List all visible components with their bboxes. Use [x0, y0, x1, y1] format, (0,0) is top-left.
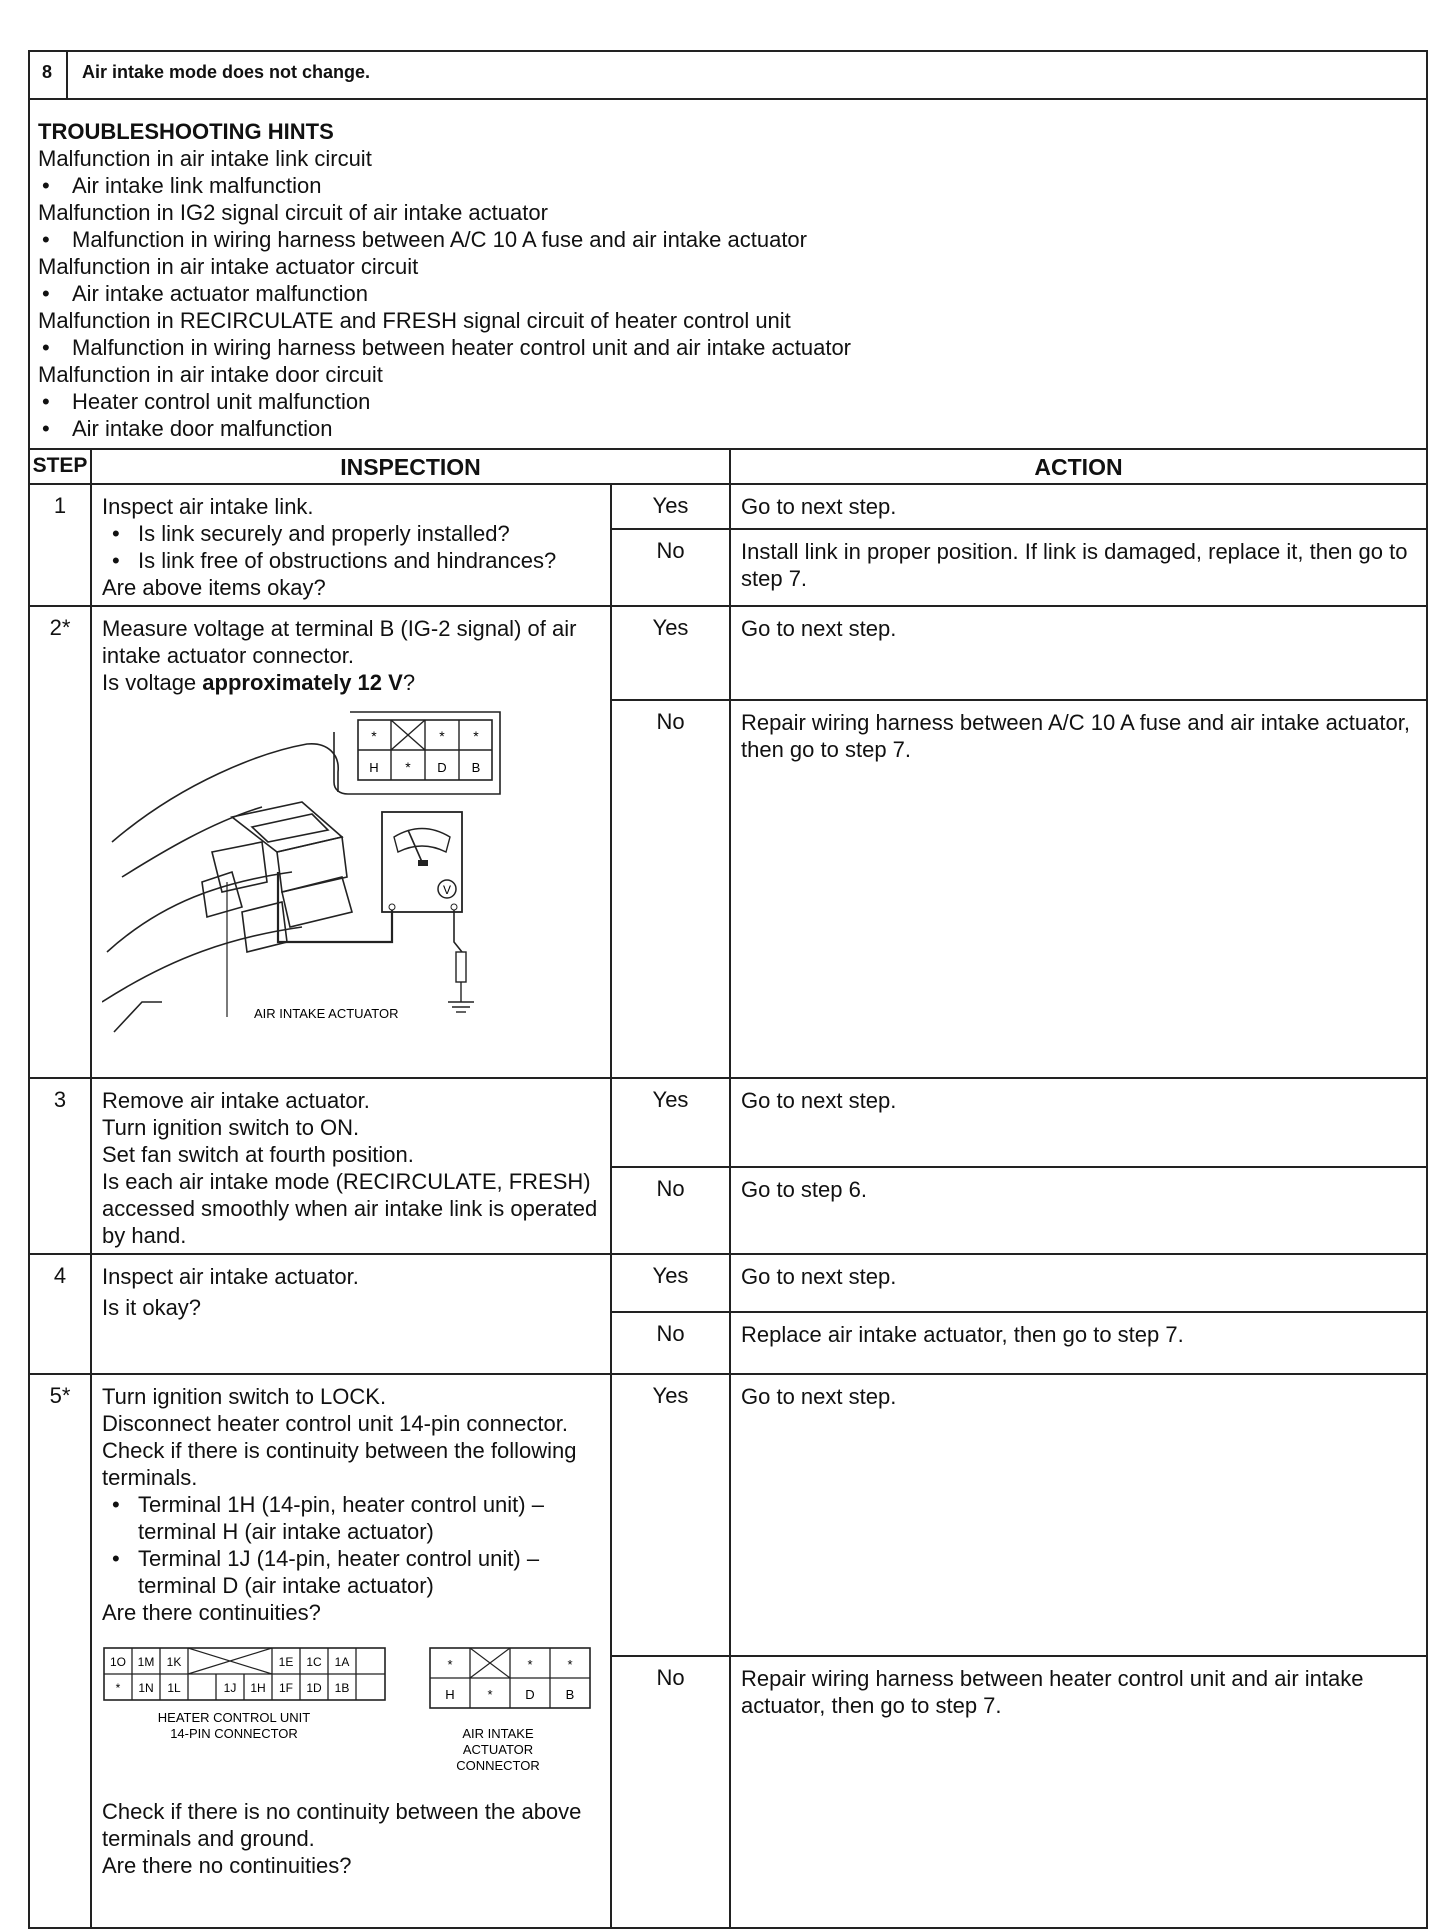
pin-label: 1N [138, 1681, 154, 1695]
step-1-yes-row [29, 484, 1427, 529]
question-text: Is voltage [102, 670, 203, 695]
inspection-line: Disconnect heater control unit 14-pin connector. [102, 1411, 568, 1436]
pin-label: * [473, 728, 479, 744]
troubleshooting-hints [29, 99, 1427, 449]
pin-label: 1A [334, 1655, 350, 1669]
inspection-line: Are there no continuities? [102, 1853, 352, 1878]
no-label: No [611, 529, 730, 606]
inspection-bullet: • Terminal 1J (14-pin, heater control unit) – [102, 1545, 602, 1572]
pin-label: B [565, 1687, 575, 1702]
no-action: Install link in proper position. If link is damaged, replace it, then go to step 7. [730, 529, 1427, 606]
troubleshooting-table [28, 50, 1428, 1929]
pin-label: * [439, 728, 445, 744]
pin-label: D [437, 760, 447, 775]
yes-action: Go to next step. [730, 1078, 1427, 1167]
hint-line: Malfunction in air intake link circuit [38, 146, 372, 171]
connector-label: HEATER CONTROL UNIT [157, 1710, 311, 1725]
pin-label: * [371, 728, 377, 744]
inspection-bullet-cont: terminal D (air intake actuator) [138, 1573, 434, 1598]
hcu-14-pin-connector [104, 1648, 385, 1741]
hint-line: Malfunction in IG2 signal circuit of air intake actuator [38, 200, 548, 225]
voltmeter-diagram [102, 702, 612, 1047]
header-row [29, 51, 1427, 99]
pin-label: 1C [306, 1655, 322, 1669]
inspection-line: Remove air intake actuator. [102, 1088, 370, 1113]
inspection-line: Is each air intake mode (RECIRCULATE, FRESH) accessed smoothly when air intake link is operated by hand. [102, 1169, 598, 1248]
inspection-bullet: • Terminal 1H (14-pin, heater control unit) – [102, 1491, 602, 1518]
no-action: Go to step 6. [730, 1167, 1427, 1254]
inspection-line: Are above items okay? [102, 575, 326, 600]
connector-diagrams [102, 1640, 612, 1790]
inspection-line: Inspect air intake link. [102, 494, 314, 519]
step-1-inspection [91, 484, 611, 606]
connector-label: 14-PIN CONNECTOR [170, 1726, 298, 1741]
hint-bullet: • Heater control unit malfunction [38, 388, 1418, 415]
pin-label: 1L [167, 1681, 181, 1695]
inspection-line: Inspect air intake actuator. [102, 1264, 359, 1289]
step-number: 3 [29, 1078, 91, 1254]
pin-label: * [447, 1657, 453, 1672]
step-5-inspection [91, 1374, 611, 1928]
connector-label: ACTUATOR [462, 1742, 534, 1757]
inspection-line: Check if there is continuity between the following terminals. [102, 1438, 577, 1490]
pin-label: * [567, 1657, 573, 1672]
voltmeter [382, 812, 462, 912]
inspection-line: Measure voltage at terminal B (IG-2 signal) of air intake actuator connector. [102, 616, 577, 668]
inspection-bullet-cont: terminal H (air intake actuator) [138, 1519, 434, 1544]
yes-label: Yes [611, 1254, 730, 1312]
pin-label: 1B [334, 1681, 350, 1695]
pin-label: * [405, 759, 411, 775]
hints-title: TROUBLESHOOTING HINTS [38, 119, 334, 144]
hint-bullet: • Malfunction in wiring harness between A/C 10 A fuse and air intake actuator [38, 226, 1418, 253]
inspection-line: Turn ignition switch to ON. [102, 1115, 360, 1140]
pin-label: * [115, 1681, 121, 1695]
troubleshooting-page [28, 50, 1426, 1929]
connector-label: AIR INTAKE [462, 1726, 534, 1741]
yes-action: Go to next step. [730, 606, 1427, 700]
step-number: 4 [29, 1254, 91, 1374]
step-4-inspection [91, 1254, 611, 1374]
step-2-inspection [91, 606, 611, 1078]
figure-label: AIR INTAKE ACTUATOR [254, 1006, 399, 1021]
col-action: ACTION [730, 449, 1427, 484]
actuator-connector-graphic [334, 712, 500, 794]
step-3-yes-row [29, 1078, 1427, 1167]
col-inspection: INSPECTION [91, 449, 730, 484]
step-number: 1 [29, 484, 91, 606]
hint-line: Malfunction in air intake door circuit [38, 362, 383, 387]
no-label: No [611, 1656, 730, 1928]
pin-label: 1J [223, 1681, 237, 1695]
hint-line: Malfunction in RECIRCULATE and FRESH signal circuit of heater control unit [38, 308, 791, 333]
inspection-line: Is it okay? [102, 1295, 202, 1320]
connector-label: CONNECTOR [456, 1758, 540, 1773]
pin-label: 1E [278, 1655, 294, 1669]
section-number: 8 [29, 51, 67, 99]
inspection-line: Check if there is no continuity between the above terminals and ground. [102, 1799, 582, 1851]
yes-action: Go to next step. [730, 1254, 1427, 1312]
question-bold: approximately 12 V [202, 670, 403, 695]
hints-row [29, 99, 1427, 449]
yes-action: Go to next step. [730, 1374, 1427, 1656]
pin-label: 1H [250, 1681, 266, 1695]
yes-label: Yes [611, 1078, 730, 1167]
inspection-question: Are there continuities? [102, 1600, 321, 1625]
actuator-connector [430, 1648, 590, 1773]
hint-bullet: • Air intake door malfunction [38, 415, 1418, 442]
no-label: No [611, 700, 730, 1078]
inspection-bullet: • Is link free of obstructions and hindrances? [102, 547, 602, 574]
step-2-yes-row [29, 606, 1427, 700]
no-label: No [611, 1167, 730, 1254]
step-number: 5* [29, 1374, 91, 1928]
yes-label: Yes [611, 606, 730, 700]
step-5-yes-row [29, 1374, 1427, 1656]
col-step: STEP [29, 449, 91, 484]
yes-label: Yes [611, 484, 730, 529]
pin-label: 1M [137, 1655, 155, 1669]
no-action: Repair wiring harness between A/C 10 A fuse and air intake actuator, then go to step 7. [730, 700, 1427, 1078]
pin-label: H [369, 760, 379, 775]
pin-label: D [525, 1687, 535, 1702]
pin-label: 1K [166, 1655, 182, 1669]
step-number: 2* [29, 606, 91, 1078]
inspection-line: Turn ignition switch to LOCK. [102, 1384, 387, 1409]
pin-label: 1D [306, 1681, 322, 1695]
step-3-inspection [91, 1078, 611, 1254]
yes-label: Yes [611, 1374, 730, 1656]
question-end: ? [402, 670, 416, 695]
hint-line: Malfunction in air intake actuator circuit [38, 254, 419, 279]
step-4-yes-row [29, 1254, 1427, 1312]
inspection-bullet: • Is link securely and properly installed? [102, 520, 602, 547]
no-label: No [611, 1312, 730, 1374]
pin-label: * [527, 1657, 533, 1672]
column-header-row [29, 449, 1427, 484]
pin-label: B [471, 760, 481, 775]
inspection-line: Set fan switch at fourth position. [102, 1142, 414, 1167]
yes-action: Go to next step. [730, 484, 1427, 529]
no-action: Repair wiring harness between heater control unit and air intake actuator, then go to step 7. [730, 1656, 1427, 1928]
pin-label: 1F [278, 1681, 294, 1695]
svg-text:V: V [442, 883, 452, 897]
hint-bullet: • Malfunction in wiring harness between heater control unit and air intake actuator [38, 334, 1418, 361]
pin-label: * [487, 1687, 493, 1702]
section-title: Air intake mode does not change. [67, 51, 1427, 99]
pin-label: 1O [109, 1655, 127, 1669]
hint-bullet: • Air intake actuator malfunction [38, 280, 1418, 307]
pin-label: H [445, 1687, 455, 1702]
no-action: Replace air intake actuator, then go to step 7. [730, 1312, 1427, 1374]
hint-bullet: • Air intake link malfunction [38, 172, 1418, 199]
inspection-question [102, 669, 602, 696]
